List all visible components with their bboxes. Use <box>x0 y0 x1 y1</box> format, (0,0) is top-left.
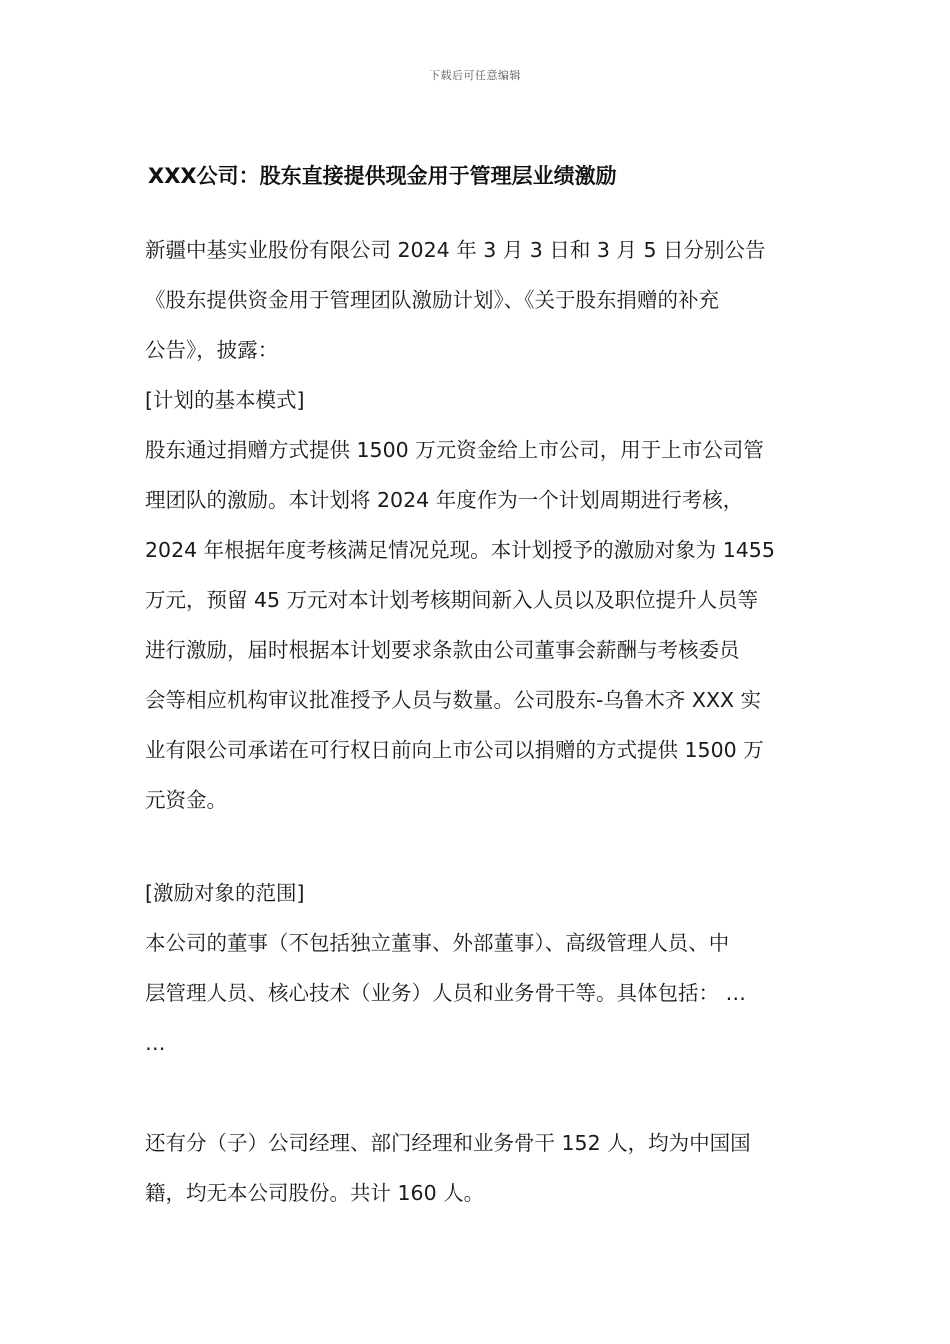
text-line: 股东通过捐赠方式提供 1500 万元资金给上市公司，用于上市公司管 <box>145 438 764 462</box>
intro-paragraph <box>145 225 825 375</box>
closing-paragraph <box>145 1118 825 1218</box>
text-line: … <box>145 1031 166 1055</box>
text-line: 业有限公司承诺在可行权日前向上市公司以捐赠的方式提供 1500 万 <box>145 738 764 762</box>
page-header-note: 下载后可任意编辑 <box>429 69 521 82</box>
text-line: 新疆中基实业股份有限公司 2024 年 3 月 3 日和 3 月 5 日分别公告 <box>145 238 766 262</box>
text-line: 籍，均无本公司股份。共计 160 人。 <box>145 1181 485 1205</box>
text-line: 元资金。 <box>145 788 227 812</box>
text-line: 本公司的董事（不包括独立董事、外部董事）、高级管理人员、中 <box>145 931 730 955</box>
section-heading: [计划的基本模式] <box>145 388 305 412</box>
text-line: 2024 年根据年度考核满足情况兑现。本计划授予的激励对象为 1455 <box>145 538 775 562</box>
text-line: 万元，预留 45 万元对本计划考核期间新入人员以及职位提升人员等 <box>145 588 759 612</box>
scope-paragraph <box>145 918 825 1068</box>
text-line: 层管理人员、核心技术（业务）人员和业务骨干等。具体包括： … <box>145 981 747 1005</box>
text-line: 还有分（子）公司经理、部门经理和业务骨干 152 人，均为中国国 <box>145 1131 751 1155</box>
text-line: 《股东提供资金用于管理团队激励计划》、《关于股东捐赠的补充 <box>145 288 719 312</box>
section-heading: [激励对象的范围] <box>145 881 305 905</box>
text-line: 公告》，披露： <box>145 338 279 362</box>
basic-mode-paragraph <box>145 425 825 825</box>
document-title: XXX公司：股东直接提供现金用于管理层业绩激励 <box>148 164 617 188</box>
section-heading-basic-mode <box>145 375 825 425</box>
text-line: 会等相应机构审议批准授予人员与数量。公司股东-乌鲁木齐 XXX 实 <box>145 688 762 712</box>
text-line: 理团队的激励。本计划将 2024 年度作为一个计划周期进行考核， <box>145 488 744 512</box>
text-line: 进行激励，届时根据本计划要求条款由公司董事会薪酬与考核委员 <box>145 638 740 662</box>
section-heading-scope <box>145 868 825 918</box>
